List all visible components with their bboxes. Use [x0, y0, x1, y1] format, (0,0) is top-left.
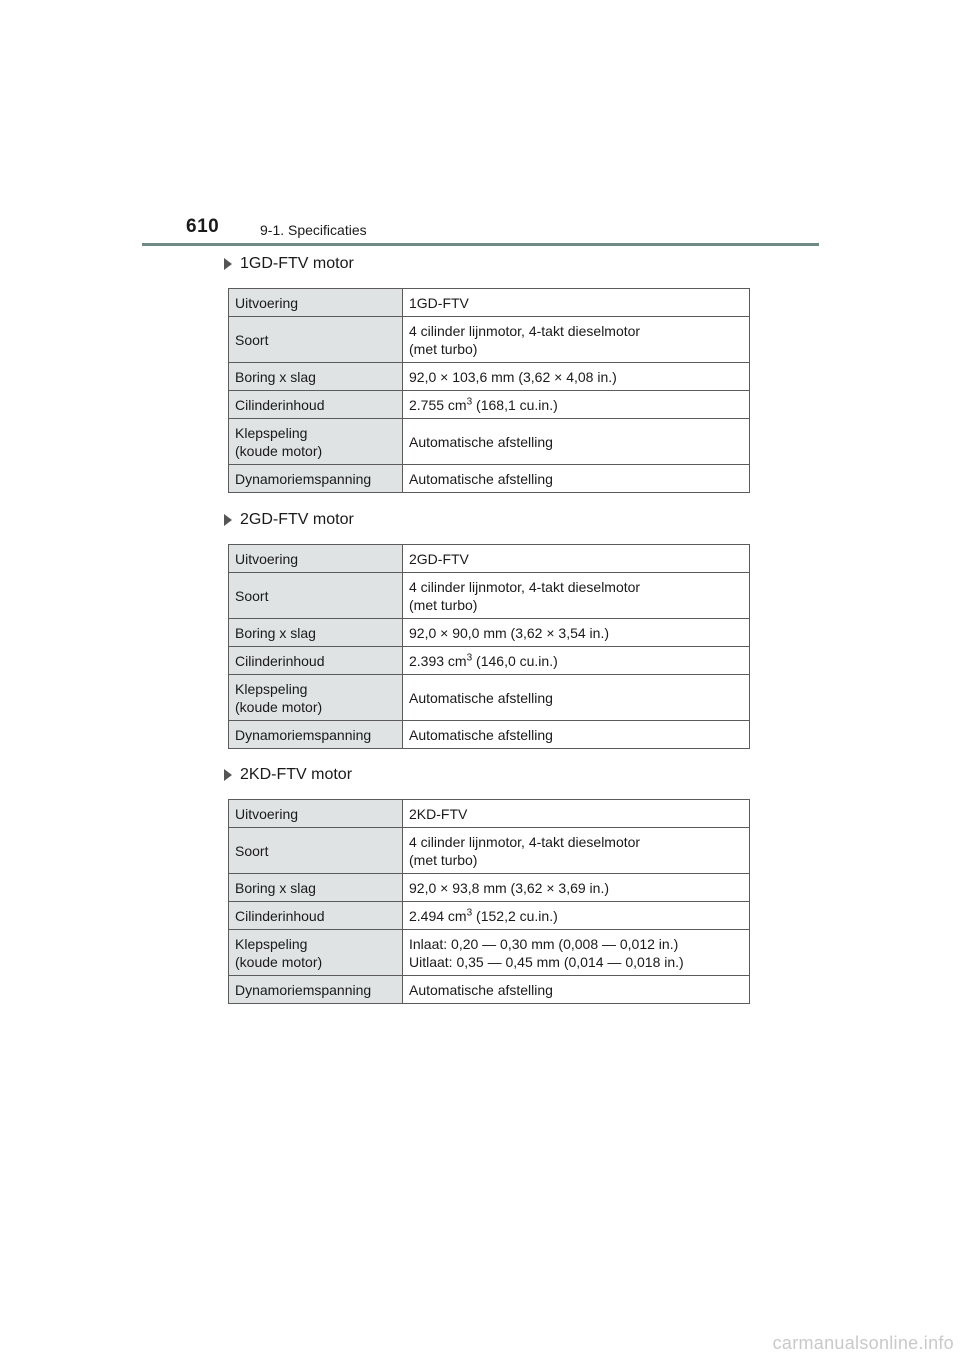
- row-value: [403, 930, 750, 976]
- value-superscript: 3: [466, 395, 473, 407]
- row-value: [403, 317, 750, 363]
- row-label: Boring x slag: [229, 363, 403, 391]
- row-label: Cilinderinhoud: [229, 902, 403, 930]
- page-header: [0, 0, 960, 250]
- label-line: (koude motor): [235, 442, 323, 459]
- row-label: Dynamoriemspanning: [229, 976, 403, 1004]
- engine-heading: [224, 254, 750, 274]
- row-label: [229, 675, 403, 721]
- row-value: Automatische afstelling: [403, 976, 750, 1004]
- value-line: Uitlaat: 0,35 — 0,45 mm (0,014 — 0,018 in.): [409, 953, 684, 970]
- table-row: [229, 828, 750, 874]
- engine-heading: [224, 510, 750, 530]
- table-row: [229, 902, 750, 930]
- row-value: 1GD-FTV: [403, 289, 750, 317]
- spec-table: [228, 288, 750, 493]
- row-value: [403, 391, 750, 419]
- page-number: 610: [186, 216, 220, 237]
- row-label: Cilinderinhoud: [229, 391, 403, 419]
- arrow-right-icon: [224, 769, 232, 781]
- table-row: [229, 675, 750, 721]
- arrow-right-icon: [224, 514, 232, 526]
- value-line: 4 cilinder lijnmotor, 4-takt dieselmotor: [409, 322, 641, 339]
- row-value: [403, 902, 750, 930]
- value-line: (met turbo): [409, 596, 478, 613]
- table-row: [229, 289, 750, 317]
- value-text: (152,2 cu.in.): [472, 907, 558, 924]
- engine-section-2gd: [228, 510, 750, 749]
- watermark: carmanualsonline.info: [772, 1333, 954, 1353]
- row-label: Dynamoriemspanning: [229, 465, 403, 493]
- row-value: 2KD-FTV: [403, 800, 750, 828]
- table-row: [229, 545, 750, 573]
- row-label: [229, 930, 403, 976]
- value-superscript: 3: [466, 651, 473, 663]
- spec-table: [228, 544, 750, 749]
- row-label: Soort: [229, 317, 403, 363]
- row-label: Dynamoriemspanning: [229, 721, 403, 749]
- engine-heading-label: 2GD-FTV motor: [240, 511, 354, 528]
- table-row: [229, 391, 750, 419]
- value-text: 2.755 cm: [409, 396, 467, 413]
- table-row: [229, 721, 750, 749]
- value-text: 2.393 cm: [409, 652, 467, 669]
- value-superscript: 3: [466, 906, 473, 918]
- value-text: 2.494 cm: [409, 907, 467, 924]
- label-line: Klepspeling: [235, 935, 308, 952]
- row-label: Uitvoering: [229, 289, 403, 317]
- label-line: (koude motor): [235, 698, 323, 715]
- engine-heading: [224, 765, 750, 785]
- engine-section-1gd: [228, 254, 750, 493]
- table-row: [229, 874, 750, 902]
- table-row: [229, 317, 750, 363]
- table-row: [229, 800, 750, 828]
- value-line: Inlaat: 0,20 — 0,30 mm (0,008 — 0,012 in.): [409, 935, 679, 952]
- label-line: Klepspeling: [235, 680, 308, 697]
- value-text: (146,0 cu.in.): [472, 652, 558, 669]
- table-row: [229, 930, 750, 976]
- row-value: [403, 573, 750, 619]
- row-label: Soort: [229, 573, 403, 619]
- row-value: Automatische afstelling: [403, 675, 750, 721]
- row-label: Soort: [229, 828, 403, 874]
- row-value: 92,0 × 93,8 mm (3,62 × 3,69 in.): [403, 874, 750, 902]
- table-row: [229, 465, 750, 493]
- table-row: [229, 647, 750, 675]
- table-row: [229, 363, 750, 391]
- value-text: (168,1 cu.in.): [472, 396, 558, 413]
- row-value: 2GD-FTV: [403, 545, 750, 573]
- row-value: Automatische afstelling: [403, 721, 750, 749]
- row-label: [229, 419, 403, 465]
- row-value: Automatische afstelling: [403, 419, 750, 465]
- row-value: [403, 828, 750, 874]
- row-value: [403, 647, 750, 675]
- table-row: [229, 419, 750, 465]
- spec-table: [228, 799, 750, 1004]
- arrow-right-icon: [224, 258, 232, 270]
- table-row: [229, 619, 750, 647]
- table-row: [229, 976, 750, 1004]
- label-line: Klepspeling: [235, 424, 308, 441]
- row-label: Cilinderinhoud: [229, 647, 403, 675]
- row-value: 92,0 × 90,0 mm (3,62 × 3,54 in.): [403, 619, 750, 647]
- engine-heading-label: 2KD-FTV motor: [240, 766, 353, 783]
- value-line: 4 cilinder lijnmotor, 4-takt dieselmotor: [409, 833, 641, 850]
- row-label: Uitvoering: [229, 800, 403, 828]
- value-line: 4 cilinder lijnmotor, 4-takt dieselmotor: [409, 578, 641, 595]
- section-title: 9-1. Specificaties: [260, 222, 367, 238]
- row-value: Automatische afstelling: [403, 465, 750, 493]
- engine-section-2kd: [228, 765, 750, 1004]
- row-value: 92,0 × 103,6 mm (3,62 × 4,08 in.): [403, 363, 750, 391]
- row-label: Boring x slag: [229, 874, 403, 902]
- header-divider: [142, 243, 819, 246]
- row-label: Uitvoering: [229, 545, 403, 573]
- value-line: (met turbo): [409, 851, 478, 868]
- row-label: Boring x slag: [229, 619, 403, 647]
- label-line: (koude motor): [235, 953, 323, 970]
- value-line: (met turbo): [409, 340, 478, 357]
- table-row: [229, 573, 750, 619]
- engine-heading-label: 1GD-FTV motor: [240, 255, 354, 272]
